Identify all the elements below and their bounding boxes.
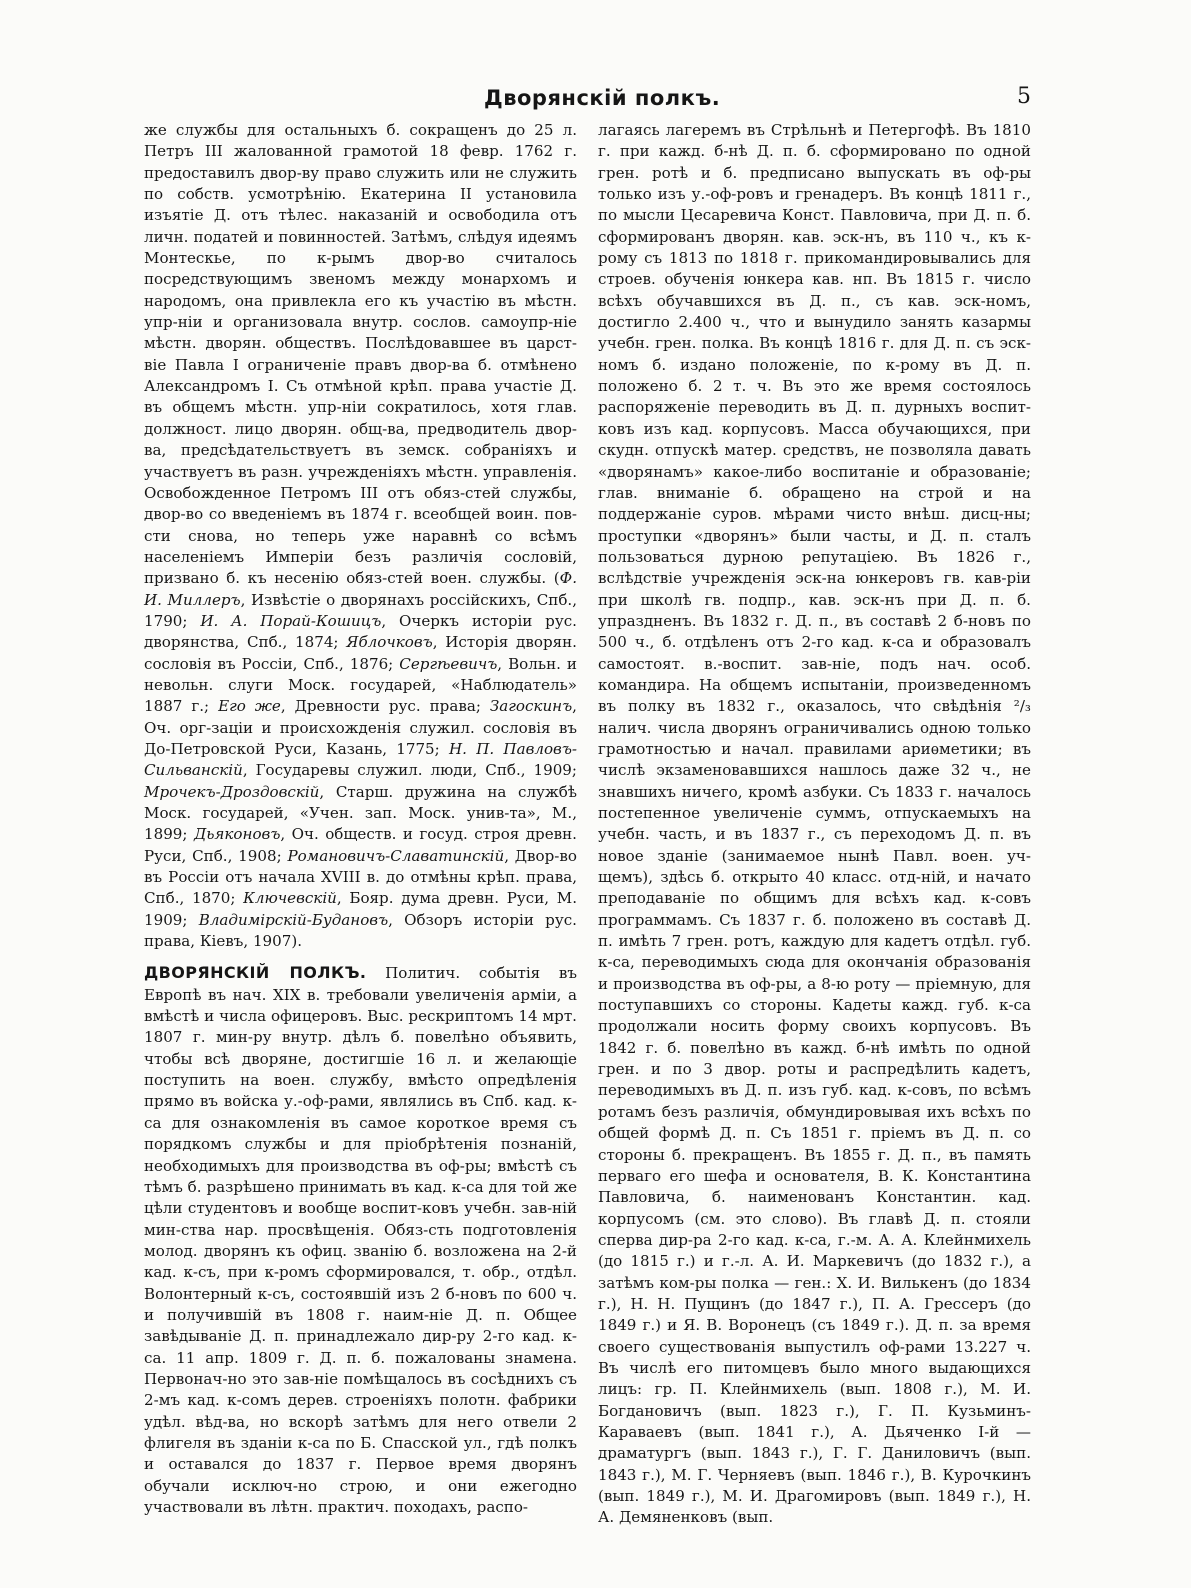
bibliography: (Ф. И. Миллеръ, Извѣстіе о дворянахъ россійскихъ, Спб., 1790; И. А. Порай-Кошицъ, Очеркъ исторіи рус. дворянства, Спб., 1874; Яблочковъ, Исторія дворян. сословія въ Россіи, Спб., 1876; Сергѣевичъ, Вольн. и невольн. слуги Моск. государей, «Наблюдатель» 1887 г.; Его же, Древности рус. права; Загоскинъ, Оч. орг-заціи и происхожденія служил. сословія въ До-Петровской Руси, Казань, 1775; Н. П. Павловъ-Сильванскій, Государевы служил. люди, Спб., 1909; Мрочекъ-Дроздовскій, Старш. дружина на службѣ Моск. государей, «Учен. зап. Моск. унив-та», М., 1899; Дьяконовъ, Оч. обществ. и госуд. строя древн. Руси, Спб., 1908; Романовичъ-Славатинскій, Двор-во въ Россіи отъ начала XVIII в. до отмѣны крѣп. права, Спб., 1870; Ключевскій, Бояр. дума древн. Руси, М. 1909; Владимірскій-Будановъ, Обзоръ исторіи рус. права, Кіевъ, 1907). bbox=[144, 569, 578, 951]
running-head bbox=[0, 86, 1191, 116]
ref-author: Н. П. Павловъ-Сильванскій bbox=[144, 739, 577, 780]
ref-author: И. А. Порай-Кошицъ bbox=[200, 611, 382, 630]
ref-author: Яблочковъ bbox=[346, 633, 433, 652]
entry-headword: ДВОРЯНСКІЙ ПОЛКЪ. bbox=[144, 963, 367, 983]
ref-author: Ключевскій bbox=[243, 889, 337, 908]
ref-author: Владимірскій-Будановъ bbox=[198, 910, 389, 929]
ref-author: Дьяконовъ bbox=[193, 825, 281, 844]
ref-author: Романовичъ-Славатинскій bbox=[287, 846, 505, 865]
entry-continuation: лагаясь лагеремъ въ Стрѣльнѣ и Петергофѣ. Въ 1810 г. при кажд. б-нѣ Д. п. б. сформировано по одной грен. ротѣ и б. предписано выпускать въ оф-ры только изъ у.-оф-ровъ и гренадеръ. Въ концѣ 1811 г., по мысли Цесаревича Конст. Павловича, при Д. п. б. сформированъ дворян. кав. эск-нъ, въ 110 ч., къ к-рому съ 1813 по 1818 г. прикомандировывались для строев. обученія юнкера кав. нп. Въ 1815 г. число всѣхъ обучавшихся въ Д. п., съ кав. эск-номъ, достигло 2.400 ч., что и вынудило занять казармы учебн. грен. полка. Въ концѣ 1816 г. для Д. п. съ эск-номъ б. издано положеніе, по к-рому въ Д. п. положено б. 2 т. ч. Въ это же время состоялось распоряженіе переводить въ Д. п. дурныхъ воспит-ковъ изъ кад. корпусовъ. Масса обучающихся, при скудн. отпускѣ матер. средствъ, не позволяла давать «дворянамъ» какое-либо воспитаніе и образованіе; глав. вниманіе б. обращено на строй и на поддержаніе суров. мѣрами чисто внѣш. дисц-ны; проступки «дворянъ» были часты, и Д. п. сталъ пользоваться дурною репутаціею. Въ 1826 г., вслѣдствіе учрежденія эск-на юнкеровъ гв. кав-ріи при школѣ гв. подпр., кав. эск-нъ при Д. п. б. упраздненъ. Въ 1832 г. Д. п., въ составѣ 2 б-новъ по 500 ч., б. отдѣленъ отъ 2-го кад. к-са и образовалъ самостоят. в.-воспит. зав-ніе, подъ нач. особ. командира. На общемъ испытаніи, произведенномъ въ полку въ 1832 г., оказалось, что свѣдѣнія ²/₃ налич. числа дворянъ ограничивались одною только грамотностью и начал. правилами ариѳметики; въ числѣ экзаменовавшихся нашлось даже 32 ч., не знавшихъ ничего, кромѣ азбуки. Съ 1833 г. началось постепенное увеличеніе суммъ, отпускаемыхъ на учебн. часть, и въ 1837 г., съ переходомъ Д. п. въ новое зданіе (занимаемое нынѣ Павл. воен. уч-щемъ), здѣсь б. открыто 40 класс. отд-ній, и начато преподаваніе по общимъ для всѣхъ кад. к-совъ программамъ. Съ 1837 г. б. положено въ составѣ Д. п. имѣть 7 грен. ротъ, каждую для кадетъ отдѣл. губ. к-са, переводимыхъ сюда для окончанія образованія и производства въ оф-ры, а 8-ю роту — пріемную, для поступавшихъ со стороны. Кадеты кажд. губ. к-са продолжали носить форму своихъ корпусовъ. Въ 1842 г. б. повелѣно въ кажд. б-нѣ имѣть по одной грен. и по 3 двор. роты и распредѣлить кадетъ, переводимыхъ въ Д. п. изъ губ. кад. к-совъ, по всѣмъ ротамъ безъ различія, обмундировывая ихъ всѣхъ по общей формѣ Д. п. Съ 1851 г. пріемъ въ Д. п. со стороны б. прекращенъ. Въ 1855 г. Д. п., въ память перваго его шефа и основателя, В. К. Константина Павловича, б. наименованъ Константин. кад. корпусомъ (см. это слово). Въ главѣ Д. п. стояли сперва дир-ра 2-го кад. к-са, г.-м. А. А. Клейнмихель (до 1815 г.) и г.-л. А. И. Маркевичъ (до 1832 г.), а затѣмъ ком-ры полка — ген.: Х. И. Вилькенъ (до 1834 г.), Н. Н. Пущинъ (до 1847 г.), П. А. Грессеръ (до 1849 г.) и Я. В. Воронецъ (съ 1849 г.). Д. п. за время своего существованія выпустилъ оф-рами 13.227 ч. Въ числѣ его питомцевъ было много выдающихся лицъ: гр. П. Клейнмихель (вып. 1808 г.), М. И. Богдановичъ (вып. 1823 г.), Г. П. Кузьминъ-Караваевъ (вып. 1841 г.), А. Дьяченко I-й — драматургъ (вып. 1843 г.), Г. Г. Даниловичъ (вып. 1843 г.), М. Г. Черняевъ (вып. 1846 г.), В. Курочкинъ (вып. 1849 г.), М. И. Драгомировъ (вып. 1849 г.), Н. А. Демяненковъ (вып. bbox=[598, 121, 1031, 1527]
previous-entry-text: же службы для остальныхъ б. сокращенъ до 25 л. Петръ III жалованной грамотой 18 февр. 1762 г. предоставилъ двор-ву право служить или не служить по собств. усмотрѣнію. Екатерина II установила изъятіе Д. отъ тѣлес. наказаній и освободила отъ личн. податей и повинностей. Затѣмъ, слѣдуя идеямъ Монтескье, по к-рымъ двор-во считалось посредствующимъ звеномъ между монархомъ и народомъ, она привлекла его къ участію въ мѣстн. упр-ніи и организовала внутр. сослов. самоупр-ніе мѣстн. дворян. обществъ. Послѣдовавшее въ царст-віе Павла I ограниченіе правъ двор-ва б. отмѣнено Александромъ I. Съ отмѣной крѣп. права участіе Д. въ общемъ мѣстн. упр-ніи сократилось, хотя глав. должност. лицо дворян. общ-ва, предводитель двор-ва, предсѣдательствуетъ въ земск. собраніяхъ и участвуетъ въ разн. учрежденіяхъ мѣстн. управленія. Освобожденное Петромъ III отъ обяз-стей службы, двор-во со введеніемъ въ 1874 г. всеобщей воин. пов-сти снова, но теперь уже наравнѣ со всѣмъ населеніемъ Имперіи безъ различія сословій, призвано б. къ несенію обяз-стей воен. службы. (Ф. И. Миллеръ, Извѣстіе о дворянахъ россійскихъ, Спб., 1790; И. А. Порай-Кошицъ, Очеркъ исторіи рус. дворянства, Спб., 1874; Яблочковъ, Исторія дворян. сословія въ Россіи, Спб., 1876; Сергѣевичъ, Вольн. и невольн. слуги Моск. государей, «Наблюдатель» 1887 г.; Его же, Древности рус. права; Загоскинъ, Оч. орг-заціи и происхожденія служил. сословія въ До-Петровской Руси, Казань, 1775; Н. П. Павловъ-Сильванскій, Государевы служил. люди, Спб., 1909; Мрочекъ-Дроздовскій, Старш. дружина на службѣ Моск. государей, «Учен. зап. Моск. унив-та», М., 1899; Дьяконовъ, Оч. обществ. и госуд. строя древн. Руси, Спб., 1908; Романовичъ-Славатинскій, Двор-во въ Россіи отъ начала XVIII в. до отмѣны крѣп. права, Спб., 1870; Ключевскій, Бояр. дума древн. Руси, М. 1909; Владимірскій-Будановъ, Обзоръ исторіи рус. права, Кіевъ, 1907). bbox=[144, 121, 578, 951]
right-column bbox=[598, 120, 1031, 1529]
entry-text: Политич. событія въ Европѣ въ нач. XIX в. требовали увеличенія арміи, а вмѣстѣ и числа офицеровъ. Выс. рескриптомъ 14 мрт. 1807 г. мин-ру внутр. дѣлъ б. повелѣно объявить, чтобы всѣ дворяне, достигшіе 16 л. и желающіе поступить на воен. службу, вмѣсто опредѣленія прямо въ войска у.-оф-рами, являлись въ Спб. кад. к-са для ознакомленія въ самое короткое время съ порядкомъ службы и для пріобрѣтенія познаній, необходимыхъ для производства въ оф-ры; вмѣстѣ съ тѣмъ б. разрѣшено принимать въ кад. к-са для той же цѣли студентовъ и вообще воспит-ковъ учебн. зав-ній мин-ства нар. просвѣщенія. Обяз-сть подготовленія молод. дворянъ къ офиц. званію б. возложена на 2-й кад. к-съ, при к-ромъ сформировался, т. обр., отдѣл. Волонтерный к-съ, состоявшій изъ 2 б-новъ по 600 ч. и получившій въ 1808 г. наим-ніе Д. п. Общее завѣдываніе Д. п. принадлежало дир-ру 2-го кад. к-са. 11 апр. 1809 г. Д. п. б. пожалованы знамена. Первонач-но это зав-ніе помѣщалось въ сосѣднихъ съ 2-мъ кад. к-сомъ дерев. строеніяхъ полотн. фабрики удѣл. вѣд-ва, но вскорѣ затѣмъ для него отвели 2 флигеля въ зданіи к-са по Б. Спасской ул., гдѣ полкъ и оставался до 1837 г. Первое время дворянъ обучали исключ-но строю, и они ежегодно участвовали въ лѣтн. практич. походахъ, распо- bbox=[144, 964, 577, 1516]
ref-author: Загоскинъ bbox=[489, 697, 573, 716]
ref-author: Сергѣевичъ bbox=[399, 654, 498, 673]
running-title: Дворянскій полкъ. bbox=[484, 86, 721, 110]
ref-author: Мрочекъ-Дроздовскій bbox=[144, 782, 320, 801]
ref-author: Ф. И. Миллеръ bbox=[144, 569, 577, 609]
page-number: 5 bbox=[1017, 84, 1031, 109]
entry-dvoryanskiy-polk bbox=[144, 962, 577, 1518]
left-column bbox=[144, 120, 577, 1518]
ref-author: Его же bbox=[218, 697, 281, 716]
